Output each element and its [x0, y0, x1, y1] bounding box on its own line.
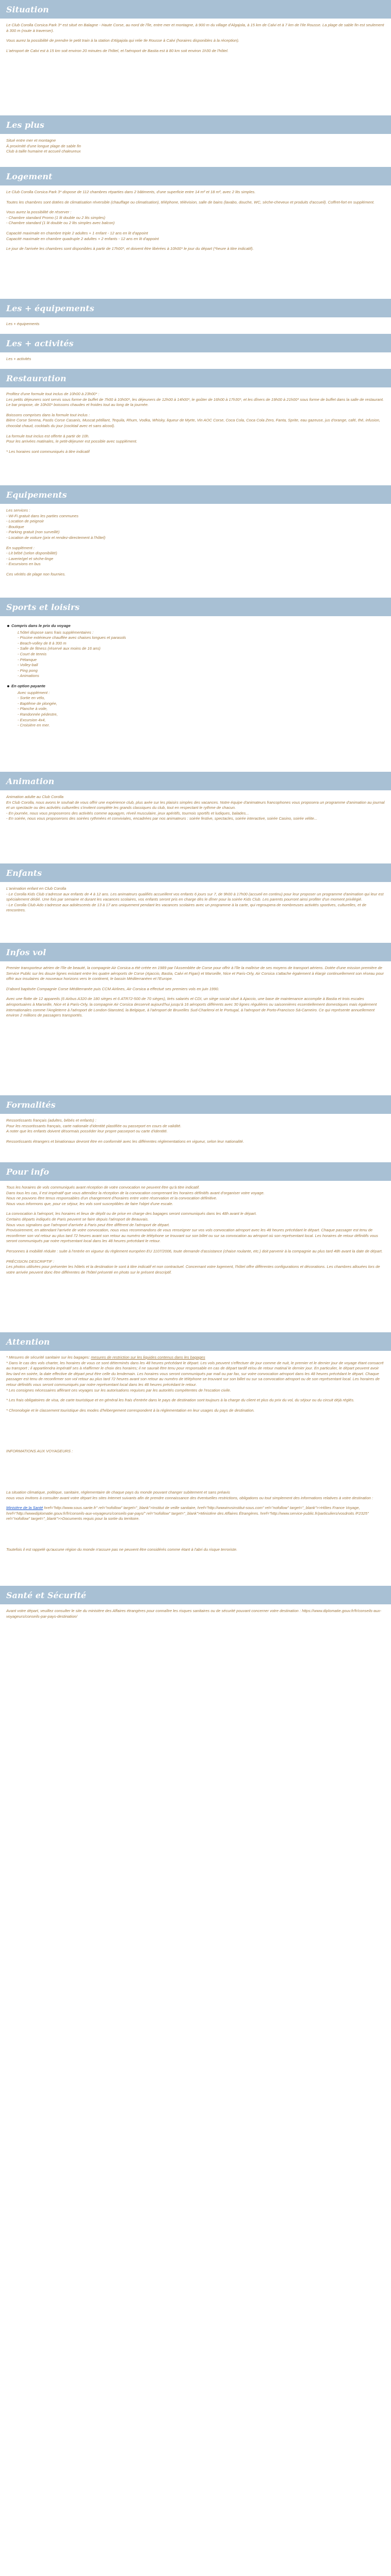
ministry-health-link[interactable]: Ministère de la Santé — [6, 1505, 43, 1511]
paragraph: La situation climatique, politique, sanitaire, réglementaire de chaque pays du monde pouvant changer subitement et sans préavis nous vous invitons à consulter avant votre départ les sites Internet suivants afin de prendre connaissance des éventuelles restrictions, obligations ou tout simplement des informations relatives à votre destination : — [6, 1489, 373, 1500]
paragraph: Avec une flotte de 12 appareils (6 Airbus A320 de 180 sièges et 6 ATR72-500 de 70 sièges), tirés salariés et CDI, un siège social situé à Ajaccio, une base de maintenance accomplie à Bastia et trois escales aéroportuaires à Marseille, Nice et à Paris-Orly, la compagnie Air Corsica desservit aujourd'hui jusqu'à 16 aéroports différents avec 30 lignes régulières ou saisonnières essentiellement domestiques mais également internationales comme l'Angleterre à l'aéroport de London-Stansted, la Belgique, à l'aéroport de Bruxelles Sud-Charleroi et le Portugal, à l'aéroport de Porto-Francisco Sá-Carneiro. Ce qui représente annuellement environ 2 millions de passagers transportés. — [6, 996, 377, 1018]
paragraph: PRÉCISION DESCRIPTIF : Les photos utilisées pour présenter les hôtels et la destination le sont à titre indicatif et non contractuel. Concernant votre logement, l'hôtel offre différentes configurations et décorations. Les chambres allouées lors de votre arrivée peuvent donc être différentes de l'hôtel présenté en photo sur le présent descriptif. — [6, 1259, 380, 1275]
paragraph: Vous aurez la possibilité de prendre le petit train à la station d'Algajola qui relie Ile Rousse à Calvi (horaires disponibles à la réception). — [6, 38, 239, 43]
section-title: Formalités — [6, 1099, 56, 1110]
section-title: Sports et loisirs — [6, 602, 80, 612]
section-plus — [0, 115, 391, 167]
section-header — [0, 1586, 391, 1604]
paragraph: Ressortissants français (adultes, bébés et enfants) : Pour les ressortissants français, carte nationale d'identité plastifiée ou passeport en cours de validité. A noter que les enfants doivent désormais posséder leur propre passeport ou carte d'identité. — [6, 1118, 182, 1134]
paragraph: Vous aurez la possibilité de réserver : - Chambre standard Promo (1 lit double ou 2 lits simples) - Chambre standard (1 lit double ou 2 lits simples avec balcon) — [6, 210, 115, 226]
section-title: Santé et Sécurité — [6, 1590, 87, 1600]
section-sante — [0, 1586, 391, 1632]
paragraph: En supplément : - Lit bébé (selon disponibilité) - Laverie/gel et sèche-linge - Excursions en bus — [6, 545, 57, 567]
section-title: Attention — [6, 1336, 50, 1347]
paragraph: Les + équipements — [6, 321, 40, 326]
section-pour-info — [0, 1162, 391, 1332]
text: * Dans le cas des vols charter, les horaires de vous ce sont déterminés dans les 48 heures précédant le départ. Les vols peuvent s'effectuer de jour comme de nuit, le premier et le dernier jour de voyage étant consacré au transport ; il appartiendra impératif ses à réaffirmer le choix des horaires; il ne saurait être tenu pour responsable en cas de départ tardif et/ou de retour matinal le dernier jour. En particulier, le départ peuvent avoir lieu tard en soirée, la date effective de départ peut être celle du lendemain. Les horaires vous seront communiqués par mail ou par fax, sur votre convocation aéroport dans les 48 heures précédant le départ. Chaque passager est tenu de reconfirmer son vol retour au plus tard 72 heures avant son retour au numéro de téléphone se trouvant sur son billet ou sur sa convocation aéroport ou de son représentant local. Les horaires de retour définitifs vous seront communiqués par notre représentant local dans les 48 heures précédant le retour. * Les consignes nécessaires afférant ces voyages sur les autorisations requises par les autorités compétentes de l'escation civile. — [6, 1360, 384, 1393]
section-header — [0, 1095, 391, 1114]
section-header — [0, 299, 391, 317]
section-enfants — [0, 863, 391, 943]
section-header — [0, 369, 391, 387]
paragraph: Animation adulte au Club Corolla En Club Corolla, nous avons le souhait de vous offrir une expérience club, plus axée sur les plaisirs simples des vacances. Notre équipe d'animateurs francophones vous proposera un programme d'animation au journal et un spectacle ou des activités culturelles s'invitent complète les grands classiques du club, tout en respectant le rythme de chacun. - En journée, nous vous proposerons des activités comme aquagym, réveil musculaire, jeux apéritifs, tournois sportifs et ludiques, balades... - En soirée, nous vous proposerons des soirées rythmées et conviviales, encadrées par nos animateurs : soirée festive, spectacles, soirée interactive, soirée Casino, soirée vélite... — [6, 794, 385, 821]
text: * Mesures de sécurité sanitaire sur les bagages: — [6, 1355, 91, 1360]
paragraph: Toutes les chambres sont dotées de climatisation réversible (chauffage ou climatisation), téléphone, télévision, salle de bains (lavabo, douche, WC, sèche-cheveux et produits d'accueil). Coffret-fort en supplément. — [6, 199, 375, 205]
paragraph: * Chronologie et le classement touristique des modes d'hébergement correspondent à la réglementation en leur usages du pays de destination. — [6, 1408, 255, 1413]
paragraph: INFORMATIONS AUX VOYAGEURS : — [6, 1449, 73, 1454]
section-activites — [0, 334, 391, 369]
paragraph: Avec supplément : - Sortie en vélo, - Baptême de plongée, - Planche à voile, - Randonnée pédestre, - Excursion 4x4, - Croisière en mer. — [18, 690, 58, 728]
bullet-option — [7, 684, 385, 689]
section-title: Les plus — [6, 120, 44, 130]
section-title: Animation — [6, 776, 55, 786]
section-title: Logement — [6, 171, 53, 181]
paragraph: Boissons comprises dans la formule tout inclus : Bière Corse Serena, Pastis Corse Casanis, Muscat pétillant, Tequila, Rhum, Vodka, Whisky, liqueur de Myrte, Vin AOC Corse, Coca Cola, Coca Cola Zero, Fanta, Sprite, eau gazeuse, jus d'orange, café, thé, infusion, chocolat chaud, cocktails du jour (cocktail avec et sans alcool). — [6, 412, 381, 428]
paragraph: Les services : - Wi-Fi gratuit dans les parties communes - Location de peignoir - Boutique - Parking gratuit (non surveillé) - Location de voiture (prix et rendez-directement à l'hôtel) — [6, 508, 106, 540]
paragraph: Capacité maximale en chambre triple 2 adultes + 1 enfant - 12 ans en lit d'appoint Capacité maximale en chambre quadruple 2 adultes + 2 enfants - 12 ans en lit d'appoint — [6, 230, 159, 241]
section-header — [0, 598, 391, 616]
section-title: Restauration — [6, 373, 67, 383]
paragraph: Personnes à mobilité réduite : suite à l'entrée en vigueur du règlement européen EU 1107/2006, toute demande d'assistance (chaise roulante, etc.) doit parvenir à la compagnie au plus tard 48h avant la date de départ. — [6, 1248, 383, 1253]
section-header — [0, 485, 391, 504]
paragraph: L'animation enfant en Club Corolla - Le Corolla Kids Club s'adresse aux enfants de 4 à 12 ans. Les animateurs qualifiés accueillent vos enfants 6 jours sur 7, de 9h00 à 17h00 (accueil en continu) pour leur proposer un programme d'animation qui leur est spécialement dédié. Une fois par semaine et durant les vacances scolaires, vos enfants seront pris en charge dès le dîner pour la soirée Kids Club. Les parents pourront ainsi profiter d'un moment privilégié. - Le Corolla Club Ado s'adresse aux adolescents de 13 à 17 ans uniquement pendant les vacances scolaires avec un programme à la carte, qui regroupera de nombreuses activités sportives, culturelles, et de rencontres. — [6, 886, 384, 913]
paragraph: Avant votre départ, veuillez consulter le site du ministère des Affaires étrangères pour connaître les risques sanitaires ou de sécurité pouvant concerner votre destination : https://www.diplomatie.gouv.fr/fr/conseils-aux-voyageurs/conseils-par-pays-destination/ — [6, 1608, 382, 1619]
section-header — [0, 1162, 391, 1181]
section-infos-vol — [0, 943, 391, 1095]
paragraph: Tous les horaires de vols communiqués avant réception de votre convocation ne peuvent être qu'à titre indicatif. Dans tous les cas, il est impératif que vous attendiez la réception de la convocation comprenant les horaires définitifs avant d'organiser votre voyage. Nous ne pouvons être tenus responsables d'un changement d'horaires entre votre réservation et la convocation définitive. Nous vous informons que, pour ce séjour, les vols sont susceptibles de faire l'objet d'une escale. — [6, 1185, 265, 1206]
section-title: Equipements — [6, 489, 67, 500]
section-formalites — [0, 1095, 391, 1162]
section-header — [0, 334, 391, 352]
paragraph: Ces vérités de plage non fournies. — [6, 571, 66, 577]
paragraph: Ressortissants étrangers et binationaux devront être en conformité avec les différentes réglementations en vigueur, selon leur nationalité. — [6, 1139, 244, 1144]
paragraph: L'aéroport de Calvi est à 15 km soit environ 20 minutes de l'hôtel, et l'aéroport de Bastia est à 80 km soit environ 1h30 de l'hôtel. — [6, 48, 229, 53]
paragraph: L'hôtel dispose sans frais supplémentaires : - Piscine extérieure chauffée avec chaises longues et parasols - Beach-volley de 8 à 300 m - Salle de fitness (réservé aux moins de 16 ans) - Court de tennis - Pétanque - Volley-ball - Ping pong - Animations — [18, 630, 126, 679]
section-situation — [0, 0, 391, 115]
text: href="http://www.sous.sante.fr" rel="nofollow" target="_blank">Institut de veille sanitaire, href="http://wwwinvsinstitut-sous.com" rel="nofollow" target="_blank">>Hôtes France Voyage, href="http://wwwdiplomatie.gouv.fr/fr/conseils-aux-voyageurs/conseils-par-pays/" rel="nofollow" target="_blank">Ministère des Affaires Étrangères. href="http://www.service-public.fr/particuliers/vosdroits /F2325" rel="nofollow" target="_blank">>Documents requis pour la sortie du territoire. — [6, 1505, 369, 1521]
bullet-title: Compris dans le prix du voyage — [11, 623, 71, 628]
paragraph: Profitez d'une formule tout inclus de 10h00 à 23h00* : Les petits déjeuners sont servis sous forme de buffet de 7h00 à 10h00*, les déjeuners de 12h00 à 14h00*, le goûter de 16h00 à 17h30*, et les dîners de 19h00 à 21h00* sous forme de buffet dans la salle de restaurant. Le bar propose, de 10h00* boissons chaudes et froides tout au long de la journée. — [6, 392, 384, 408]
section-sports — [0, 598, 391, 772]
paragraph: * Les horaires sont communiqués à titre indicatif — [6, 449, 90, 454]
bullet-dot-icon — [7, 625, 9, 627]
paragraph: La convocation à l'aéroport, les horaires et lieux de dépôt ou de prise en charge des bagages seront communiqués dans les 48h avant le départ. Certains départs indiqués de Paris peuvent se faire depuis l'aéroport de Beauvais. Nous vous signalons que l'aéroport d'arrivée à Paris peut être différent de l'aéroport de départ. Provisoirement, en attendant l'arrivée de votre convocation, nous vous recommandons de vous renseigner sur vos vols convocation aéroport avec les 48 heures précédant le départ. Chaque passager est tenu de reconfirmer son vol retour au plus tard 72 heures avant son retour au numéro de téléphone se trouvant sur son billet ou sur sa convocation au aéroport où son représentant local. Les horaires de retour définitifs vous seront communiqués par notre représentant local dans les 48 heures précédant le retour. — [6, 1211, 378, 1244]
paragraph: La formule tout inclus est offerte à partir de 10h. Pour les arrivées matinales, le petit-déjeuner est possible avec supplément. — [6, 433, 138, 444]
section-title: Infos vol — [6, 947, 46, 957]
section-attention — [0, 1332, 391, 1586]
paragraph: Situé entre mer et montagne À proximité d'une longue plage de sable fin Club à taille humaine et accueil chaleureux — [6, 138, 81, 154]
section-header — [0, 863, 391, 882]
section-header — [0, 115, 391, 134]
section-title: Pour info — [6, 1166, 50, 1177]
paragraph: Toutefois il est rappelé qu'aucune région du monde n'assure pas ne peuvent être considérés comme étant à l'abri du risque terroriste. — [6, 1547, 238, 1552]
section-header — [0, 943, 391, 961]
section-title: Les + activités — [6, 338, 74, 348]
section-logement — [0, 167, 391, 299]
section-header — [0, 167, 391, 185]
paragraph: Le Club Corolla Corsica Park 3* est situé en Balagne - Haute Corse, au nord de l'île, entre mer et montagne, à 900 m du village d'Algajola, à 15 km de Calvi et à 7 km de l'Ile Rousse. La plage de sable fin est seulement à 300 m (route à traverser). — [6, 23, 384, 33]
section-animation — [0, 772, 391, 863]
section-title: Enfants — [6, 868, 42, 878]
paragraph: Le jour de l'arrivée les chambres sont disponibles à partir de 17h00*, et doivent être libérées à 10h00* le jour du départ (*heure à titre indicatif). — [6, 246, 254, 251]
paragraph: Les + activités — [6, 357, 31, 361]
bullet-included — [7, 623, 385, 629]
section-header — [0, 1332, 391, 1351]
section-header — [0, 772, 391, 790]
section-header — [0, 0, 391, 19]
paragraph: Le Club Corolla Corsica Park 3* dispose de 112 chambres réparties dans 2 bâtiments, d'une superficie entre 14 m² et 18 m², avec 2 lits simples. — [6, 190, 256, 194]
section-equipements — [0, 485, 391, 598]
paragraph — [6, 1505, 385, 1522]
bullet-title: En option payante — [11, 683, 45, 688]
bullet-dot-icon — [7, 685, 9, 687]
liquids-restriction-link[interactable]: mesures de restriction sur les liquides contenus dans les bagages — [91, 1355, 205, 1360]
section-restauration — [0, 369, 391, 485]
paragraph: * Les frais obligatoires de visa, de carte touristique et en général les frais d'entrée dans le pays de destination sont toujours à la charge du client et plus du prix du vol, du séjour ou du circuit déjà réglés. — [6, 1398, 355, 1403]
section-services — [0, 299, 391, 334]
section-title: Situation — [6, 4, 49, 14]
paragraph: D'abord baptisée Compagnie Corse Méditerranée puis CCM Airlines, Air Corsica a effectué ses premiers vols en juin 1990. — [6, 986, 219, 991]
paragraph — [6, 1355, 385, 1393]
section-title: Les + équipements — [6, 303, 94, 313]
paragraph: Premier transporteur aérien de l'île de beauté, la compagnie Air Corsica a été créée en 1989 par l'Assemblée de Corse pour offrir à l'île la maîtrise de ses moyens de transport aériens. Dotée d'une mission première de Service Public sur les douze lignes existant entre les quatre aéroports de Corse (Ajaccio, Bastia, Calvi et Figari) et Marseille, Nice et Paris-Orly, Air Corsica s'attache également à élargir continuellement son réseau pour offrir aux insulaires de nouveaux horizons vers le continent, le bassin Méditerranéen et l'Europe. — [6, 965, 384, 981]
